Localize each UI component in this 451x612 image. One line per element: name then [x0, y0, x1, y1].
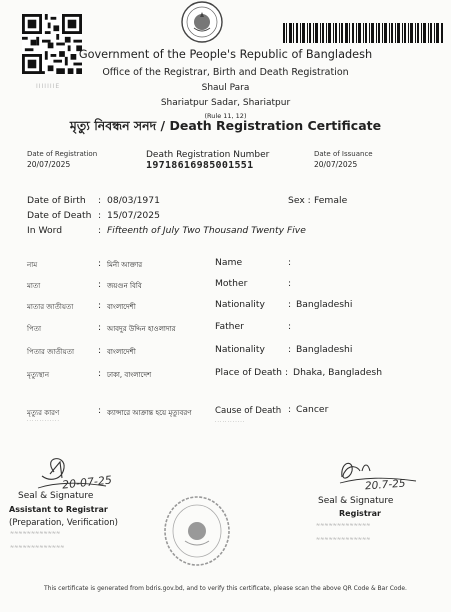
registrar-signature-date: 20.7-25: [364, 477, 406, 493]
mother-bn-value: জয়গুন বিবি: [107, 282, 142, 290]
place-bn-label: মৃত্যুস্থান: [27, 371, 50, 379]
right-seal-stamp: ≈≈≈≈≈≈≈≈≈≈≈≈≈: [316, 536, 371, 542]
father-bn-label: পিতা: [27, 325, 42, 333]
certificate-title: [0, 118, 451, 138]
father-nationality-bn-label: পিতার জাতীয়তা: [27, 348, 75, 356]
government-title: Government of the People's Republic of Bangladesh: [78, 48, 373, 61]
place-en-value: Dhaka, Bangladesh: [293, 367, 383, 378]
cause-bn-note: · · · · · · · · · · · · ·: [27, 418, 59, 423]
footer-note: This certificate is generated from bdris.gov.bd, and to verify this certificate, please scan the above QR Code & Bar Code.: [44, 585, 407, 592]
right-seal-stamp: ≈≈≈≈≈≈≈≈≈≈≈≈≈: [316, 522, 371, 528]
left-seal-stamp: ≈≈≈≈≈≈≈≈≈≈≈≈: [10, 530, 61, 536]
official-seal-icon: [163, 495, 231, 567]
qr-code-icon: [22, 14, 82, 74]
sex-label: Sex :: [288, 195, 311, 206]
colon: :: [288, 321, 292, 332]
colon: :: [98, 368, 102, 379]
title-bangla: মৃত্যু নিবন্ধন সনদ /: [69, 118, 166, 133]
office-title: Office of the Registrar, Birth and Death Registration: [102, 67, 349, 78]
colon: :: [98, 322, 102, 333]
cause-bn-value: ক্যান্সারে আক্রান্ত হয়ে মৃত্যুবরণ: [107, 409, 192, 417]
name-bn-label: নাম: [27, 261, 38, 269]
colon: :: [98, 210, 102, 221]
place-bn-value: ঢাকা, বাংলাদেশ: [107, 371, 152, 379]
dob-label: Date of Birth: [27, 195, 86, 206]
union-name: Shaul Para: [201, 83, 250, 93]
registration-number: 19718616985001551: [146, 160, 254, 171]
upazila-name: Shariatpur Sadar, Shariatpur: [160, 98, 291, 108]
colon: :: [98, 279, 102, 290]
mother-nationality-value: Bangladeshi: [296, 299, 353, 310]
mother-en-label: Mother: [215, 278, 248, 289]
inword-value: Fifteenth of July Two Thousand Twenty Five: [107, 225, 306, 236]
colon: :: [98, 225, 102, 236]
registration-date: 20/07/2025: [27, 160, 71, 169]
inword-label: In Word: [27, 225, 63, 236]
mother-nationality-label: Nationality: [215, 299, 265, 310]
place-en-label: Place of Death: [215, 367, 282, 378]
dod-label: Date of Death: [27, 210, 92, 221]
colon: :: [288, 299, 292, 310]
left-seal-title: Seal & Signature: [18, 491, 94, 501]
colon: :: [288, 344, 292, 355]
sex-value: Female: [314, 195, 348, 206]
cause-bn-label: মৃত্যুর কারণ: [27, 409, 60, 417]
cause-en-value: Cancer: [296, 404, 329, 415]
father-nationality-label: Nationality: [215, 344, 265, 355]
government-emblem-icon: [179, 0, 225, 44]
father-nationality-value: Bangladeshi: [296, 344, 353, 355]
left-seal-stamp: ≈≈≈≈≈≈≈≈≈≈≈≈≈: [10, 544, 65, 550]
father-bn-value: আবদুর উদ্দিন হাওলাদার: [107, 325, 176, 333]
colon: :: [98, 195, 102, 206]
rule-reference: (Rule 11, 12): [204, 112, 247, 120]
issuance-date: 20/07/2025: [314, 160, 358, 169]
cause-en-label: Cause of Death: [215, 406, 282, 416]
registrar-role: Registrar: [339, 509, 381, 518]
colon: :: [288, 278, 292, 289]
colon: :: [98, 405, 102, 416]
colon: :: [98, 300, 102, 311]
father-nationality-bn-value: বাংলাদেশী: [107, 348, 136, 356]
registration-date-label: Date of Registration: [27, 150, 98, 158]
colon: :: [285, 367, 289, 378]
title-english: Death Registration Certificate: [165, 118, 382, 133]
name-en-label: Name: [215, 257, 243, 268]
dob-value: 08/03/1971: [107, 195, 160, 206]
mother-bn-label: মাতা: [27, 282, 41, 290]
barcode-icon: [283, 23, 443, 43]
right-seal-title: Seal & Signature: [318, 496, 394, 506]
mother-nationality-bn-value: বাংলাদেশী: [107, 303, 136, 311]
cause-en-note: · · · · · · · · · · · ·: [215, 419, 245, 424]
colon: :: [288, 404, 292, 415]
name-bn-value: মিনী আক্তার: [107, 261, 143, 269]
colon: :: [98, 345, 102, 356]
issuance-date-label: Date of Issuance: [314, 150, 373, 158]
assistant-subrole: (Preparation, Verification): [9, 518, 118, 528]
mother-nationality-bn-label: মাতার জাতীয়তা: [27, 303, 74, 311]
dod-value: 15/07/2025: [107, 210, 160, 221]
qr-code-number: IIIIIIIE: [36, 83, 61, 90]
assistant-signature-date: 20-07-25: [61, 473, 113, 492]
colon: :: [288, 257, 292, 268]
father-en-label: Father: [215, 321, 244, 332]
assistant-role: Assistant to Registrar: [9, 505, 108, 514]
colon: :: [98, 258, 102, 269]
registration-number-label: Death Registration Number: [146, 150, 270, 160]
